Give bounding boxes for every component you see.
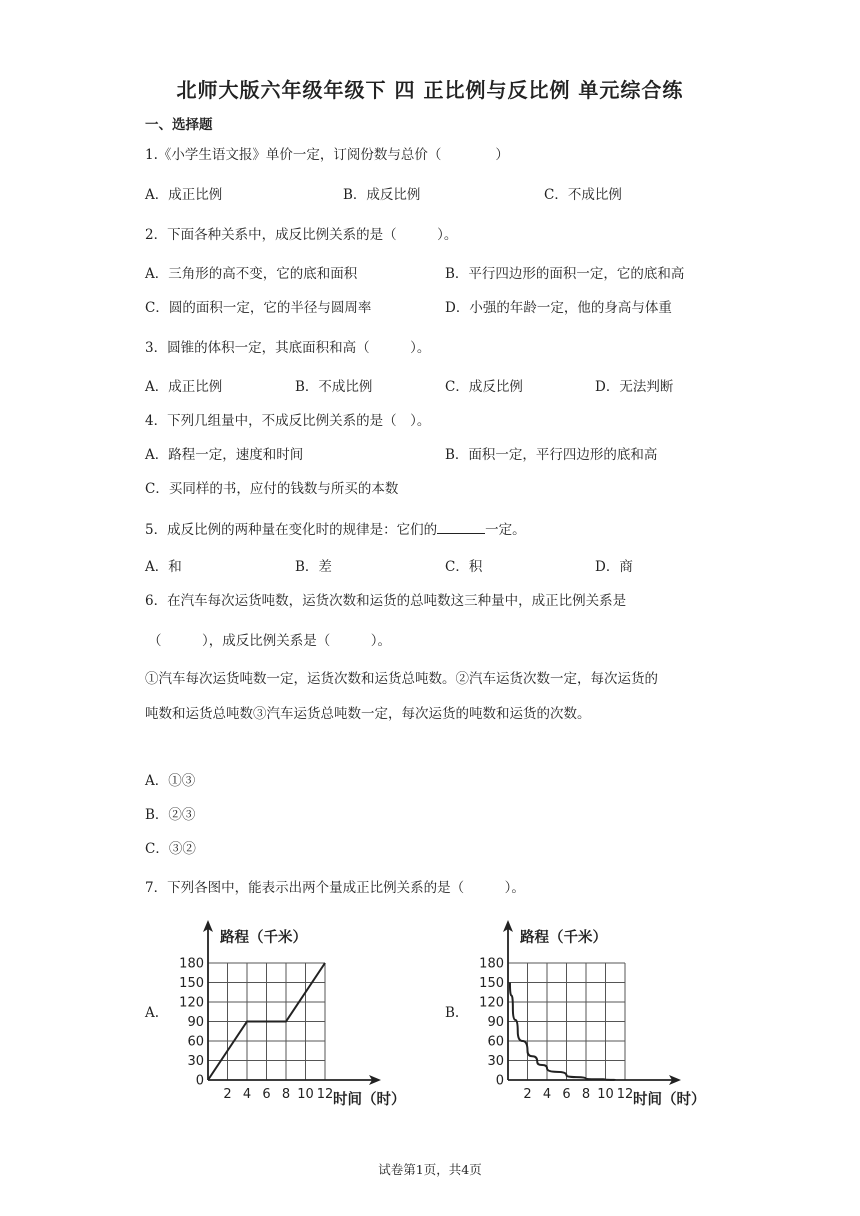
question-1-option-c[interactable]: C．不成比例 bbox=[544, 187, 622, 203]
answer-blank[interactable] bbox=[437, 519, 485, 534]
y-tick-label: 0 bbox=[195, 1073, 204, 1089]
y-axis-title: 路程（千米） bbox=[220, 930, 307, 946]
question-4-option-a[interactable]: A．路程一定，速度和时间 bbox=[145, 447, 304, 463]
question-3-option-a[interactable]: A．成正比例 bbox=[145, 379, 223, 395]
x-tick-label: 6 bbox=[562, 1087, 571, 1102]
question-1-option-b[interactable]: B．成反比例 bbox=[343, 187, 421, 203]
question-4-option-b[interactable]: B．面积一定，平行四边形的底和高 bbox=[445, 447, 658, 463]
x-tick-label: 2 bbox=[523, 1087, 532, 1102]
question-3-option-c[interactable]: C．成反比例 bbox=[445, 379, 523, 395]
x-tick-label: 10 bbox=[597, 1087, 614, 1102]
y-tick-label: 180 bbox=[179, 956, 204, 972]
y-tick-label: 150 bbox=[179, 976, 204, 991]
question-4-option-c[interactable]: C．买同样的书，应付的钱数与所买的本数 bbox=[145, 481, 399, 497]
question-3-option-b[interactable]: B．不成比例 bbox=[295, 379, 373, 395]
question-5-stem-end: 一定。 bbox=[485, 522, 526, 538]
question-7-option-b-label[interactable]: B. bbox=[445, 1005, 460, 1021]
x-tick-label: 6 bbox=[262, 1087, 271, 1102]
section-heading: 一、选择题 bbox=[145, 117, 213, 133]
question-2-option-b[interactable]: B．平行四边形的面积一定，它的底和高 bbox=[445, 266, 685, 282]
y-tick-label: 60 bbox=[487, 1034, 504, 1050]
question-2-option-c[interactable]: C．圆的面积一定，它的半径与圆周率 bbox=[145, 300, 372, 316]
question-7-option-a-label[interactable]: A. bbox=[145, 1005, 160, 1021]
x-tick-label: 4 bbox=[542, 1087, 552, 1102]
distance-time-chart-a bbox=[168, 920, 406, 1115]
y-axis-title: 路程（千米） bbox=[520, 930, 607, 946]
question-4-stem: 4．下列几组量中，不成反比例关系的是（ ）。 bbox=[145, 413, 431, 429]
series-line bbox=[510, 983, 615, 1081]
question-3-stem: 3．圆锥的体积一定，其底面积和高（ ）。 bbox=[145, 340, 431, 356]
y-tick-label: 30 bbox=[187, 1054, 204, 1069]
y-tick-label: 120 bbox=[479, 995, 504, 1011]
question-5-option-a[interactable]: A．和 bbox=[145, 559, 182, 575]
question-6-option-c[interactable]: C．③② bbox=[145, 841, 196, 857]
y-tick-label: 60 bbox=[187, 1034, 204, 1050]
distance-time-chart-b bbox=[468, 920, 718, 1115]
question-5-option-b[interactable]: B．差 bbox=[295, 559, 332, 575]
question-5-stem bbox=[145, 519, 526, 539]
page-title: 北师大版六年级年级下 四 正比例与反比例 单元综合练 bbox=[176, 78, 684, 102]
x-tick-label: 12 bbox=[316, 1087, 334, 1102]
x-axis-title: 时间（时） bbox=[633, 1092, 706, 1108]
question-5-stem-start: 5．成反比例的两种量在变化时的规律是：它们的 bbox=[145, 522, 438, 538]
question-6-option-a[interactable]: A．①③ bbox=[145, 773, 196, 789]
y-tick-label: 90 bbox=[487, 1015, 504, 1030]
question-2-option-a[interactable]: A．三角形的高不变，它的底和面积 bbox=[145, 266, 358, 282]
x-tick-label: 2 bbox=[223, 1087, 232, 1102]
question-7-stem: 7．下列各图中，能表示出两个量成正比例关系的是（ ）。 bbox=[145, 880, 525, 896]
question-6-line-2: （ ），成反比例关系是（ ）。 bbox=[148, 633, 391, 649]
x-tick-label: 12 bbox=[616, 1087, 634, 1102]
question-5-option-d[interactable]: D．商 bbox=[595, 559, 633, 575]
x-axis-title: 时间（时） bbox=[333, 1092, 406, 1108]
x-tick-label: 4 bbox=[242, 1087, 252, 1102]
y-tick-label: 0 bbox=[495, 1073, 504, 1089]
question-2-stem: 2．下面各种关系中，成反比例关系的是（ ）。 bbox=[145, 227, 458, 243]
y-tick-label: 150 bbox=[479, 976, 504, 991]
question-6-line-3: ①汽车每次运货吨数一定，运货次数和运货总吨数。②汽车运货次数一定，每次运货的 bbox=[145, 671, 658, 687]
question-3-option-d[interactable]: D．无法判断 bbox=[595, 379, 674, 395]
chart-grid bbox=[508, 963, 625, 1080]
question-6-line-1: 6．在汽车每次运货吨数，运货次数和运货的总吨数这三种量中，成正比例关系是 bbox=[145, 593, 627, 609]
question-6-option-b[interactable]: B．②③ bbox=[145, 807, 196, 823]
y-tick-label: 120 bbox=[179, 995, 204, 1011]
question-6-line-4: 吨数和运货总吨数③汽车运货总吨数一定，每次运货的吨数和运货的次数。 bbox=[145, 706, 591, 722]
page-footer: 试卷第1页，共4页 bbox=[378, 1162, 482, 1177]
x-tick-label: 10 bbox=[297, 1087, 314, 1102]
y-tick-label: 180 bbox=[479, 956, 504, 972]
y-tick-label: 90 bbox=[187, 1015, 204, 1030]
question-5-option-c[interactable]: C．积 bbox=[445, 559, 483, 575]
question-1-stem: 1.《小学生语文报》单价一定，订阅份数与总价（ ） bbox=[145, 147, 509, 163]
question-2-option-d[interactable]: D．小强的年龄一定，他的身高与体重 bbox=[445, 300, 672, 316]
x-tick-label: 8 bbox=[581, 1087, 591, 1102]
y-tick-label: 30 bbox=[487, 1054, 504, 1069]
question-1-option-a[interactable]: A．成正比例 bbox=[145, 187, 223, 203]
x-tick-label: 8 bbox=[281, 1087, 291, 1102]
